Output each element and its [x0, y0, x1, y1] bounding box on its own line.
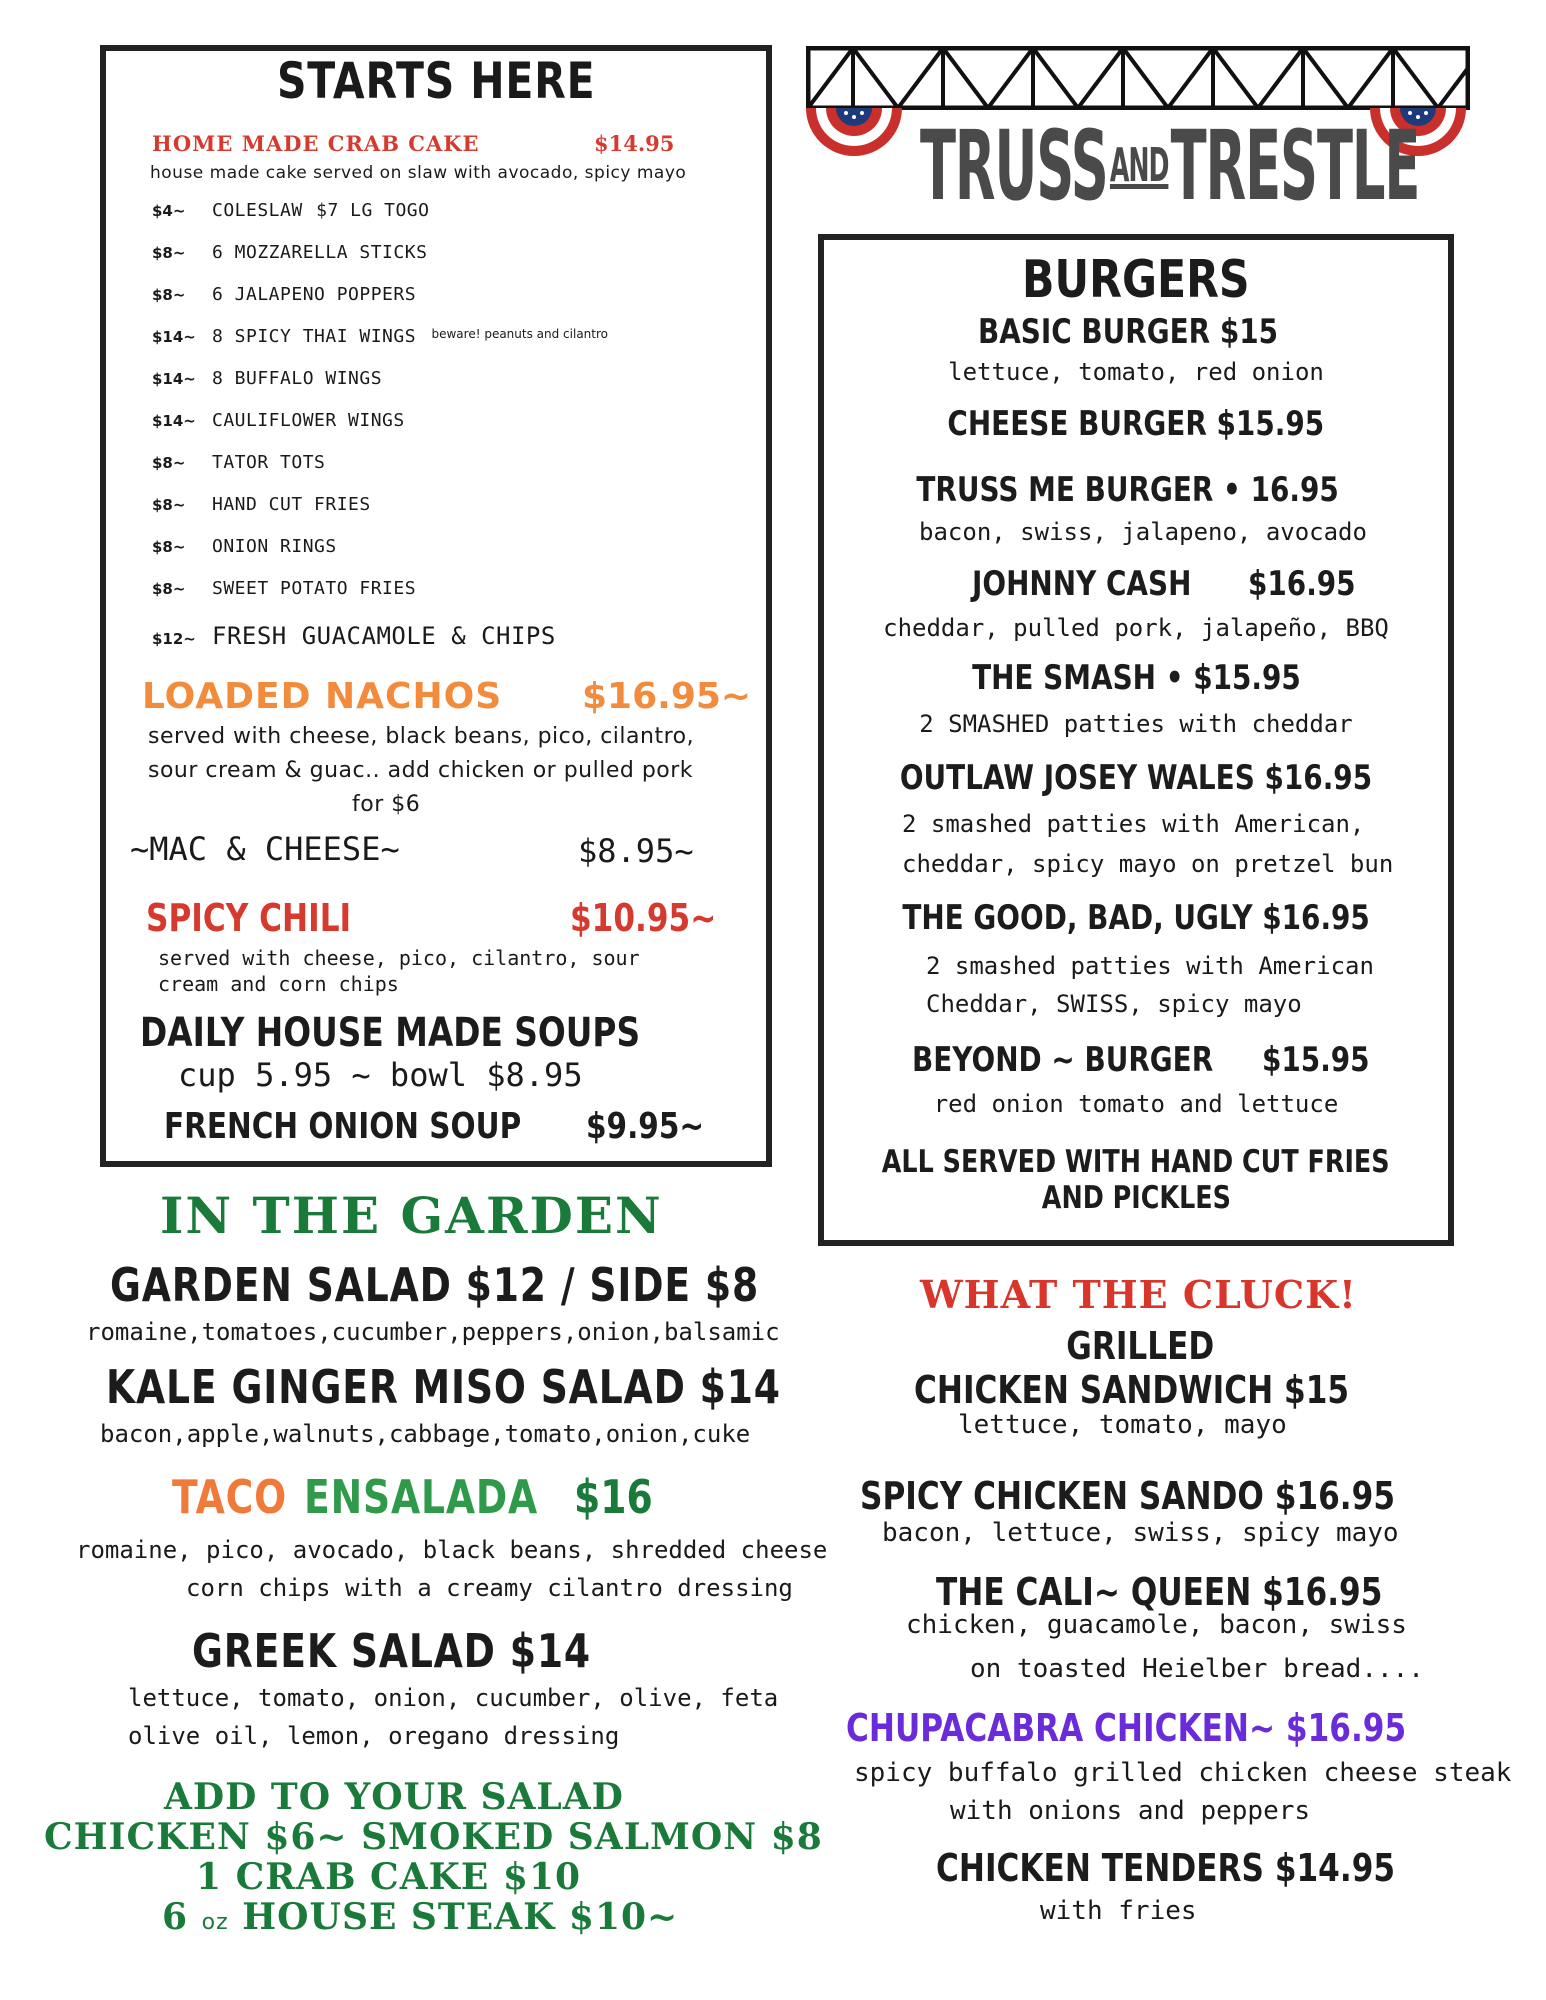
salad-name: KALE GINGER MISO SALAD $14: [106, 1360, 781, 1414]
starter-item: $8~ ONION RINGS: [152, 536, 337, 557]
salad-desc: romaine, pico, avocado, black beans, shredded cheese: [76, 1536, 828, 1564]
burgers-heading: BURGERS: [1022, 250, 1250, 310]
mac-cheese-name: ~MAC & CHEESE~: [130, 830, 400, 868]
salad-desc: lettuce, tomato, onion, cucumber, olive, feta: [128, 1684, 779, 1712]
chicken-desc: spicy buffalo grilled chicken cheese steak: [854, 1758, 1512, 1788]
burger-price: $15.95: [1262, 1040, 1370, 1080]
burger-desc: 2 smashed patties with American,: [902, 810, 1365, 838]
starter-item: $14~ CAULIFLOWER WINGS: [152, 410, 405, 431]
nachos-desc: sour cream & guac.. add chicken or pulled pork: [148, 758, 694, 783]
taco-word: TACO: [172, 1470, 288, 1524]
logo: [920, 110, 1420, 222]
burger-desc: cheddar, pulled pork, jalapeño, BBQ: [883, 614, 1389, 642]
chili-name: SPICY CHILI: [146, 896, 352, 940]
chicken-name: GRILLED: [1065, 1324, 1215, 1368]
burgers-footer: ALL SERVED WITH HAND CUT FRIES: [882, 1144, 1390, 1180]
burger-desc: 2 SMASHED patties with cheddar: [919, 710, 1353, 738]
burger-name: JOHNNY CASH: [972, 564, 1192, 604]
crab-cake-price: $14.95: [594, 131, 675, 156]
burger-desc: bacon, swiss, jalapeno, avocado: [919, 518, 1367, 546]
nachos-desc: served with cheese, black beans, pico, cilantro,: [148, 724, 695, 749]
onion-soup-price: $9.95~: [586, 1106, 705, 1147]
salad-price: $16: [574, 1470, 653, 1524]
starter-item: $4~ COLESLAW $7 LG TOGO: [152, 200, 430, 221]
crab-cake-name: HOME MADE CRAB CAKE: [152, 131, 480, 156]
salad-desc: olive oil, lemon, oregano dressing: [128, 1722, 620, 1750]
chicken-name: CHICKEN SANDWICH $15: [914, 1368, 1350, 1412]
starter-item: $8~ 6 JALAPENO POPPERS: [152, 284, 417, 305]
starter-item: $8~ 6 MOZZARELLA STICKS: [152, 242, 428, 263]
soups-sizes: cup 5.95 ~ bowl $8.95: [178, 1056, 583, 1094]
starter-item: $12~ FRESH GUACAMOLE & CHIPS: [152, 622, 556, 650]
burger-desc: lettuce, tomato, red onion: [948, 358, 1324, 386]
chili-desc: cream and corn chips: [158, 972, 399, 996]
chicken-desc: on toasted Heielber bread....: [970, 1654, 1424, 1684]
garden-heading: IN THE GARDEN: [160, 1186, 663, 1245]
mac-cheese-price: $8.95~: [578, 832, 694, 870]
burger-name: CHEESE BURGER $15.95: [947, 404, 1325, 444]
burger-name: THE SMASH • $15.95: [971, 658, 1301, 698]
salad-addon: 6 oz HOUSE STEAK $10~: [162, 1896, 679, 1938]
starter-item: $14~ 8 BUFFALO WINGS: [152, 368, 383, 389]
chicken-desc: chicken, guacamole, bacon, swiss: [906, 1610, 1407, 1640]
starter-item: $8~ HAND CUT FRIES: [152, 494, 371, 515]
starter-item: $14~ 8 SPICY THAI WINGS $^{beware! peanuts and cilantro}$: [152, 326, 608, 347]
burger-desc: cheddar, spicy mayo on pretzel bun: [902, 850, 1394, 878]
burger-name: BEYOND ~ BURGER: [912, 1040, 1214, 1080]
salad-desc: romaine,tomatoes,cucumber,peppers,onion,balsamic: [86, 1318, 780, 1346]
burger-name: THE GOOD, BAD, UGLY $16.95: [902, 898, 1370, 938]
burger-name: OUTLAW JOSEY WALES $16.95: [899, 758, 1373, 798]
starters-heading: STARTS HERE: [276, 52, 596, 110]
flag-bunting-icon: [806, 108, 902, 168]
nachos-desc: for $6: [352, 792, 421, 817]
cluck-heading: WHAT THE CLUCK!: [920, 1272, 1357, 1317]
chicken-name: CHICKEN TENDERS $14.95: [936, 1846, 1396, 1890]
burgers-footer: AND PICKLES: [1041, 1180, 1231, 1216]
soups-name: DAILY HOUSE MADE SOUPS: [140, 1010, 641, 1056]
logo-word-truss: TRUSS: [920, 110, 1108, 222]
chicken-name: THE CALI~ QUEEN $16.95: [936, 1570, 1383, 1614]
starter-item: $8~ TATOR TOTS: [152, 452, 326, 473]
starter-item: $8~ SWEET POTATO FRIES: [152, 578, 417, 599]
burger-name: BASIC BURGER $15: [977, 312, 1279, 352]
chili-price: $10.95~: [570, 896, 717, 940]
salad-name: GARDEN SALAD $12 / SIDE $8: [110, 1258, 760, 1312]
crab-cake-desc: house made cake served on slaw with avocado, spicy mayo: [150, 163, 687, 183]
salad-addons-heading: ADD TO YOUR SALAD: [164, 1776, 624, 1818]
salad-name: [172, 1470, 312, 1524]
chicken-name: SPICY CHICKEN SANDO $16.95: [860, 1474, 1396, 1518]
salad-desc: bacon,apple,walnuts,cabbage,tomato,onion,cuke: [100, 1420, 751, 1448]
salad-name: [304, 1470, 589, 1524]
chicken-name: CHUPACABRA CHICKEN~ $16.95: [846, 1706, 1407, 1750]
chicken-desc: bacon, lettuce, swiss, spicy mayo: [882, 1518, 1399, 1548]
chicken-desc: lettuce, tomato, mayo: [958, 1410, 1287, 1440]
onion-soup-name: FRENCH ONION SOUP: [164, 1106, 522, 1147]
salad-addon: 1 CRAB CAKE $10: [196, 1856, 582, 1898]
burger-desc: Cheddar, SWISS, spicy mayo: [926, 990, 1302, 1018]
salad-name: GREEK SALAD $14: [192, 1624, 591, 1678]
chicken-desc: with onions and peppers: [950, 1796, 1311, 1826]
logo-word-and: AND: [1109, 138, 1169, 192]
salad-desc: corn chips with a creamy cilantro dressing: [186, 1574, 793, 1602]
salad-addon: CHICKEN $6~ SMOKED SALMON $8: [44, 1816, 823, 1858]
chili-desc: served with cheese, pico, cilantro, sour: [158, 946, 640, 970]
burger-name: TRUSS ME BURGER • 16.95: [916, 470, 1340, 510]
nachos-price: $16.95~: [582, 676, 752, 717]
burger-price: $16.95: [1248, 564, 1356, 604]
logo-word-trestle: TRESTLE: [1170, 110, 1420, 222]
nachos-name: LOADED NACHOS: [142, 676, 503, 717]
burger-desc: red onion tomato and lettuce: [933, 1090, 1339, 1118]
truss-graphic: [806, 46, 1470, 110]
ensalada-word: ENSALADA: [304, 1470, 538, 1524]
chicken-desc: with fries: [1040, 1896, 1197, 1926]
burger-desc: 2 smashed patties with American: [926, 952, 1374, 980]
